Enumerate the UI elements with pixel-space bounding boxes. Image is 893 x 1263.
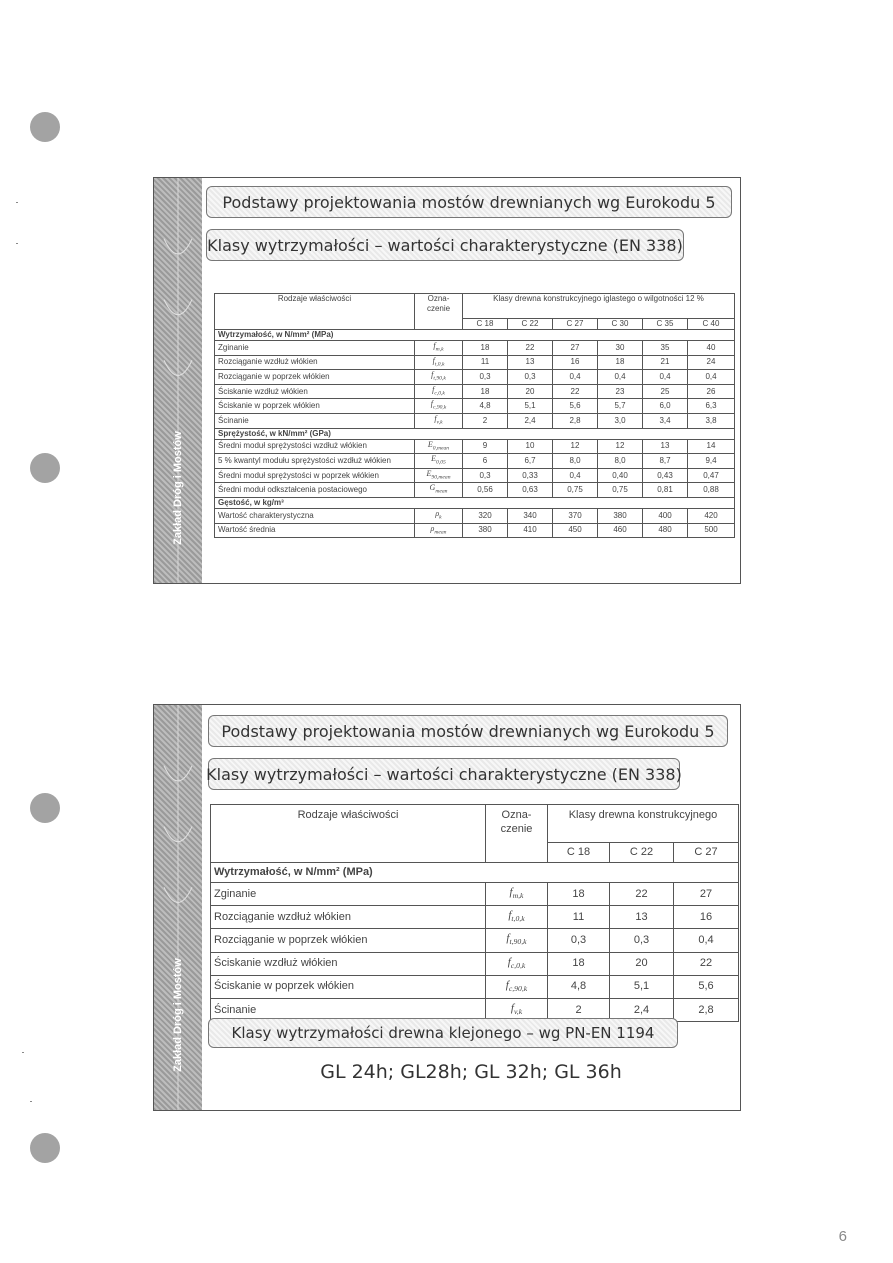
class-header-cell: C 27 [553,319,598,330]
value-cell: 14 [688,439,735,454]
class-header-cell: C 18 [463,319,508,330]
slide-title: Podstawy projektowania mostów drewnianych wg Eurokodu 5 [206,186,732,218]
value-cell: 22 [508,341,553,356]
column-header-classes: Klasy drewna konstrukcyjnego [548,805,739,843]
slide-subtitle: Klasy wytrzymałości – wartości charakterystyczne (EN 338) [208,758,680,790]
value-cell: 24 [688,355,735,370]
property-label: Średni moduł sprężystości w poprzek włókien [215,468,415,483]
value-cell: 0,33 [508,468,553,483]
punch-hole [30,112,60,142]
class-header-cell: C 35 [643,319,688,330]
symbol-cell: $E_{0,05}$ [415,454,463,469]
value-cell: 0,3 [508,370,553,385]
value-cell: 460 [598,523,643,538]
column-header-property: Rodzaje właściwości [211,805,486,863]
value-cell: 0,56 [463,483,508,498]
symbol-cell: $G_{mean}$ [415,483,463,498]
value-cell: 0,4 [688,370,735,385]
property-label: Zginanie [211,883,486,906]
value-cell: 480 [643,523,688,538]
property-label: Rozciąganie w poprzek włókien [215,370,415,385]
value-cell: 2 [548,998,610,1021]
value-cell: 40 [688,341,735,356]
value-cell: 25 [643,384,688,399]
margin-mark [16,202,18,203]
page-number: 6 [838,1228,847,1245]
value-cell: 11 [463,355,508,370]
value-cell: 22 [610,883,674,906]
property-label: Ściskanie wzdłuż włókien [211,952,486,975]
property-label: Średni moduł odkształcenia postaciowego [215,483,415,498]
value-cell: 16 [674,906,739,929]
value-cell: 0,3 [610,929,674,952]
slide-2 [153,704,741,1111]
symbol-cell: $f_{t,0,k}$ [415,355,463,370]
value-cell: 4,8 [463,399,508,414]
symbol-cell: $f_{c,0,k}$ [486,952,548,975]
value-cell: 8,0 [553,454,598,469]
value-cell: 13 [508,355,553,370]
value-cell: 9,4 [688,454,735,469]
table-row [211,975,739,998]
properties-table [210,804,739,1022]
value-cell: 4,8 [548,975,610,998]
value-cell: 21 [643,355,688,370]
slide-subtitle: Klasy wytrzymałości – wartości charakterystyczne (EN 338) [206,229,684,261]
table-row [215,468,735,483]
value-cell: 8,0 [598,454,643,469]
value-cell: 0,88 [688,483,735,498]
value-cell: 5,6 [674,975,739,998]
symbol-cell: $E_{90,mean}$ [415,468,463,483]
value-cell: 12 [553,439,598,454]
value-cell: 16 [553,355,598,370]
table-row [215,399,735,414]
value-cell: 2,4 [508,413,553,428]
value-cell: 35 [643,341,688,356]
punch-hole [30,453,60,483]
symbol-cell: $f_{t,90,k}$ [415,370,463,385]
punch-hole [30,793,60,823]
class-header-cell: C 22 [508,319,553,330]
value-cell: 18 [463,341,508,356]
sidebar-label: Zakład Dróg i Mostów [172,958,184,1072]
table-row [215,508,735,523]
class-header-cell: C 27 [674,843,739,863]
value-cell: 5,7 [598,399,643,414]
property-label: Średni moduł sprężystości wzdłuż włókien [215,439,415,454]
value-cell: 27 [674,883,739,906]
margin-mark [16,243,18,244]
section-row [215,330,735,341]
table-header-row [211,805,739,843]
table-row [211,929,739,952]
value-cell: 5,1 [610,975,674,998]
value-cell: 320 [463,508,508,523]
punch-hole [30,1133,60,1163]
value-cell: 3,0 [598,413,643,428]
table-row [211,952,739,975]
table-row [211,906,739,929]
value-cell: 6,0 [643,399,688,414]
value-cell: 3,8 [688,413,735,428]
value-cell: 0,3 [463,468,508,483]
value-cell: 0,4 [553,370,598,385]
symbol-cell: $f_{m,k}$ [415,341,463,356]
value-cell: 3,4 [643,413,688,428]
value-cell: 0,40 [598,468,643,483]
table-row [215,413,735,428]
value-cell: 6,7 [508,454,553,469]
value-cell: 370 [553,508,598,523]
class-header-cell: C 40 [688,319,735,330]
value-cell: 18 [598,355,643,370]
value-cell: 13 [610,906,674,929]
property-label: Ściskanie w poprzek włókien [211,975,486,998]
margin-mark [22,1052,24,1053]
symbol-cell: $f_{m,k}$ [486,883,548,906]
table-row [215,370,735,385]
column-header-symbol: Ozna- czenie [486,805,548,863]
value-cell: 22 [674,952,739,975]
value-cell: 18 [548,952,610,975]
table-row [215,355,735,370]
property-label: Rozciąganie w poprzek włókien [211,929,486,952]
value-cell: 0,75 [598,483,643,498]
slide-title: Podstawy projektowania mostów drewnianych wg Eurokodu 5 [208,715,728,747]
column-header-property: Rodzaje właściwości [215,294,415,330]
value-cell: 0,75 [553,483,598,498]
sidebar [154,178,202,583]
value-cell: 2,8 [674,998,739,1021]
glulam-classes: GL 24h; GL28h; GL 32h; GL 36h [320,1061,622,1083]
value-cell: 450 [553,523,598,538]
symbol-cell: $\rho_k$ [415,508,463,523]
value-cell: 30 [598,341,643,356]
symbol-cell: $f_{c,90,k}$ [486,975,548,998]
symbol-cell: $f_{v,k}$ [415,413,463,428]
section-row [211,863,739,883]
section-row [215,497,735,508]
value-cell: 0,4 [643,370,688,385]
value-cell: 380 [463,523,508,538]
value-cell: 20 [508,384,553,399]
section-title: Sprężystość, w kN/mm² (GPa) [215,428,735,439]
value-cell: 410 [508,523,553,538]
value-cell: 400 [643,508,688,523]
table-row [215,341,735,356]
section-title: Wytrzymałość, w N/mm² (MPa) [215,330,735,341]
property-label: Rozciąganie wzdłuż włókien [211,906,486,929]
property-label: Ściskanie w poprzek włókien [215,399,415,414]
glulam-heading: Klasy wytrzymałości drewna klejonego – wg PN-EN 1194 [208,1018,678,1048]
value-cell: 0,3 [548,929,610,952]
value-cell: 22 [553,384,598,399]
table-row [215,439,735,454]
value-cell: 340 [508,508,553,523]
value-cell: 2 [463,413,508,428]
value-cell: 0,4 [553,468,598,483]
class-header-cell: C 18 [548,843,610,863]
property-label: Wartość średnia [215,523,415,538]
value-cell: 0,63 [508,483,553,498]
section-title: Gęstość, w kg/m³ [215,497,735,508]
symbol-cell: $f_{v,k}$ [486,998,548,1021]
property-label: Wartość charakterystyczna [215,508,415,523]
sidebar [154,705,202,1110]
sidebar-label: Zakład Dróg i Mostów [172,431,184,545]
value-cell: 5,1 [508,399,553,414]
value-cell: 420 [688,508,735,523]
value-cell: 18 [463,384,508,399]
value-cell: 13 [643,439,688,454]
property-label: Ściskanie wzdłuż włókien [215,384,415,399]
value-cell: 6,3 [688,399,735,414]
section-title: Wytrzymałość, w N/mm² (MPa) [211,863,739,883]
value-cell: 0,43 [643,468,688,483]
table-row [215,523,735,538]
value-cell: 8,7 [643,454,688,469]
table-row [211,883,739,906]
class-header-cell: C 22 [610,843,674,863]
value-cell: 0,4 [598,370,643,385]
property-label: Ścinanie [211,998,486,1021]
symbol-cell: $f_{t,90,k}$ [486,929,548,952]
value-cell: 0,47 [688,468,735,483]
value-cell: 0,3 [463,370,508,385]
value-cell: 18 [548,883,610,906]
margin-mark [30,1101,32,1102]
value-cell: 20 [610,952,674,975]
table-row [215,384,735,399]
value-cell: 5,6 [553,399,598,414]
table-header-row [215,294,735,319]
class-header-cell: C 30 [598,319,643,330]
value-cell: 0,81 [643,483,688,498]
symbol-cell: $f_{c,90,k}$ [415,399,463,414]
property-label: Zginanie [215,341,415,356]
section-row [215,428,735,439]
column-header-symbol: Ozna- czenie [415,294,463,330]
slide-1 [153,177,741,584]
value-cell: 11 [548,906,610,929]
value-cell: 26 [688,384,735,399]
value-cell: 12 [598,439,643,454]
symbol-cell: $f_{t,0,k}$ [486,906,548,929]
value-cell: 2,8 [553,413,598,428]
value-cell: 380 [598,508,643,523]
symbol-cell: $E_{0,mean}$ [415,439,463,454]
symbol-cell: $\rho_{mean}$ [415,523,463,538]
column-header-classes: Klasy drewna konstrukcyjnego iglastego o wilgotności 12 % [463,294,735,319]
value-cell: 500 [688,523,735,538]
property-label: 5 % kwantyl modułu sprężystości wzdłuż włókien [215,454,415,469]
property-label: Rozciąganie wzdłuż włókien [215,355,415,370]
properties-table [214,293,735,538]
table-row [215,454,735,469]
value-cell: 9 [463,439,508,454]
value-cell: 23 [598,384,643,399]
table-row [215,483,735,498]
value-cell: 10 [508,439,553,454]
value-cell: 27 [553,341,598,356]
property-label: Ścinanie [215,413,415,428]
value-cell: 6 [463,454,508,469]
symbol-cell: $f_{c,0,k}$ [415,384,463,399]
value-cell: 2,4 [610,998,674,1021]
value-cell: 0,4 [674,929,739,952]
